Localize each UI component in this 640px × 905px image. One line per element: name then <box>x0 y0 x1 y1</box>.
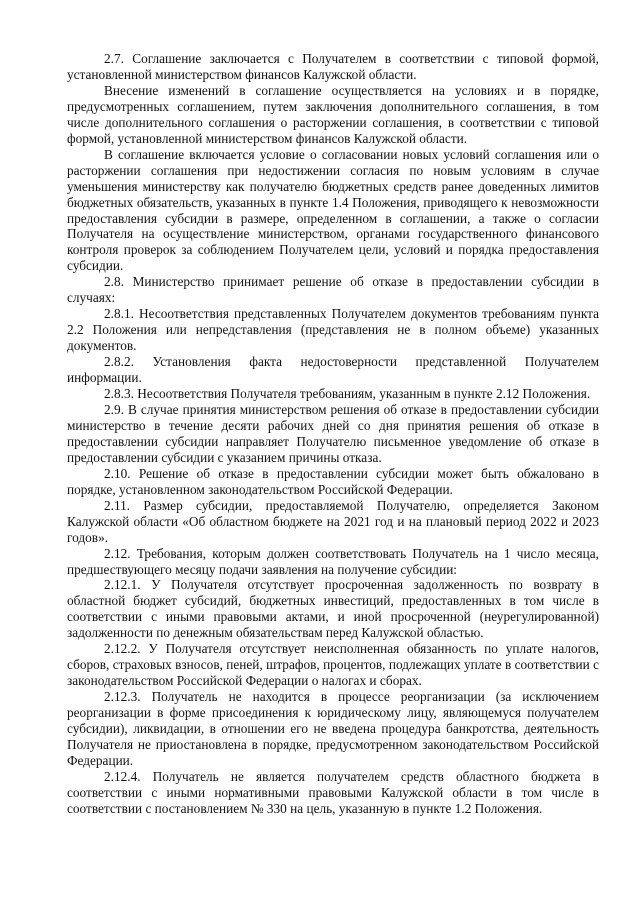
paragraph-agreement-conditions: В соглашение включается условие о согласовании новых условий соглашения или о расторжении соглашения при недостижении согласия по новым условиям в случае уменьшения министерству как получателю бюджетных средств ранее доведенных лимитов бюджетных обязательств, указанных в пункте 1.4 Положения, приводящего к невозможности предоставления субсидии в размере, определенном в соглашении, а также о согласии Получателя на осуществление министерством, органами государственного финансового контроля проверок за соблюдением Получателем цели, условий и порядка предоставления субсидии. <box>67 146 599 274</box>
document-body <box>67 51 599 817</box>
paragraph-2-8-3: 2.8.3. Несоответствия Получателя требованиям, указанным в пункте 2.12 Положения. <box>104 386 591 402</box>
paragraph-2-7: 2.7. Соглашение заключается с Получателем в соответствии с типовой формой, установленной министерством финансов Калужской области. <box>67 51 599 82</box>
paragraph-2-8-2: 2.8.2. Установления факта недостоверности представленной Получателем информации. <box>67 354 599 386</box>
paragraph-2-8: 2.8. Министерство принимает решение об отказе в предоставлении субсидии в случаях: <box>67 274 599 306</box>
paragraph-2-9: 2.9. В случае принятия министерством решения об отказе в предоставлении субсидии министерство в течение десяти рабочих дней со дня принятия решения об отказе в предоставлении субсидии направляет Получателю письменное уведомление об отказе в предоставлении субсидии с указанием причины отказа. <box>67 401 599 465</box>
paragraph-2-12-4: 2.12.4. Получатель не является получателем средств областного бюджета в соответствии с иными нормативными правовыми Калужской области в том числе в соответствии с постановлением № 330 на цель, указанную в пункте 1.2 Положения. <box>67 768 599 816</box>
paragraph-2-12: 2.12. Требования, которым должен соответствовать Получатель на 1 число месяца, предшествующего месяцу подачи заявления на получение субсидии: <box>67 545 599 577</box>
paragraph-2-12-2: 2.12.2. У Получателя отсутствует неисполненная обязанность по уплате налогов, сборов, страховых взносов, пеней, штрафов, процентов, подлежащих уплате в соответствии с законодательством Российской Федерации о налогах и сборах. <box>67 641 599 689</box>
paragraph-2-12-3: 2.12.3. Получатель не находится в процессе реорганизации (за исключением реорганизации в форме присоединения к юридическому лицу, являющемуся получателем субсидии), ликвидации, в отношении его не введена процедура банкротства, деятельность Получателя не приостановлена в порядке, предусмотренном законодательством Российской Федерации. <box>67 689 599 768</box>
paragraph-2-10: 2.10. Решение об отказе в предоставлении субсидии может быть обжаловано в порядке, установленном законодательством Российской Федерации. <box>67 465 599 497</box>
paragraph-2-12-1: 2.12.1. У Получателя отсутствует просроченная задолженность по возврату в областной бюджет субсидий, бюджетных инвестиций, предоставленных в том числе в соответствии с иными правовыми актами, и иной просроченной (неурегулированной) задолженности по денежным обязательствам перед Калужской областью. <box>67 577 599 641</box>
paragraph-amendments: Внесение изменений в соглашение осуществляется на условиях и в порядке, предусмотренных соглашением, путем заключения дополнительного соглашения, в том числе дополнительного соглашения о расторжении соглашения, в соответствии с типовой формой, установленной министерством финансов Калужской области. <box>67 82 599 146</box>
paragraph-2-11: 2.11. Размер субсидии, предоставляемой Получателю, определяется Законом Калужской области «Об областном бюджете на 2021 год и на плановый период 2022 и 2023 годов». <box>67 497 599 545</box>
paragraph-2-8-1: 2.8.1. Несоответствия представленных Получателем документов требованиям пункта 2.2 Положения или непредставления (представления не в полном объеме) указанных документов. <box>67 306 599 354</box>
